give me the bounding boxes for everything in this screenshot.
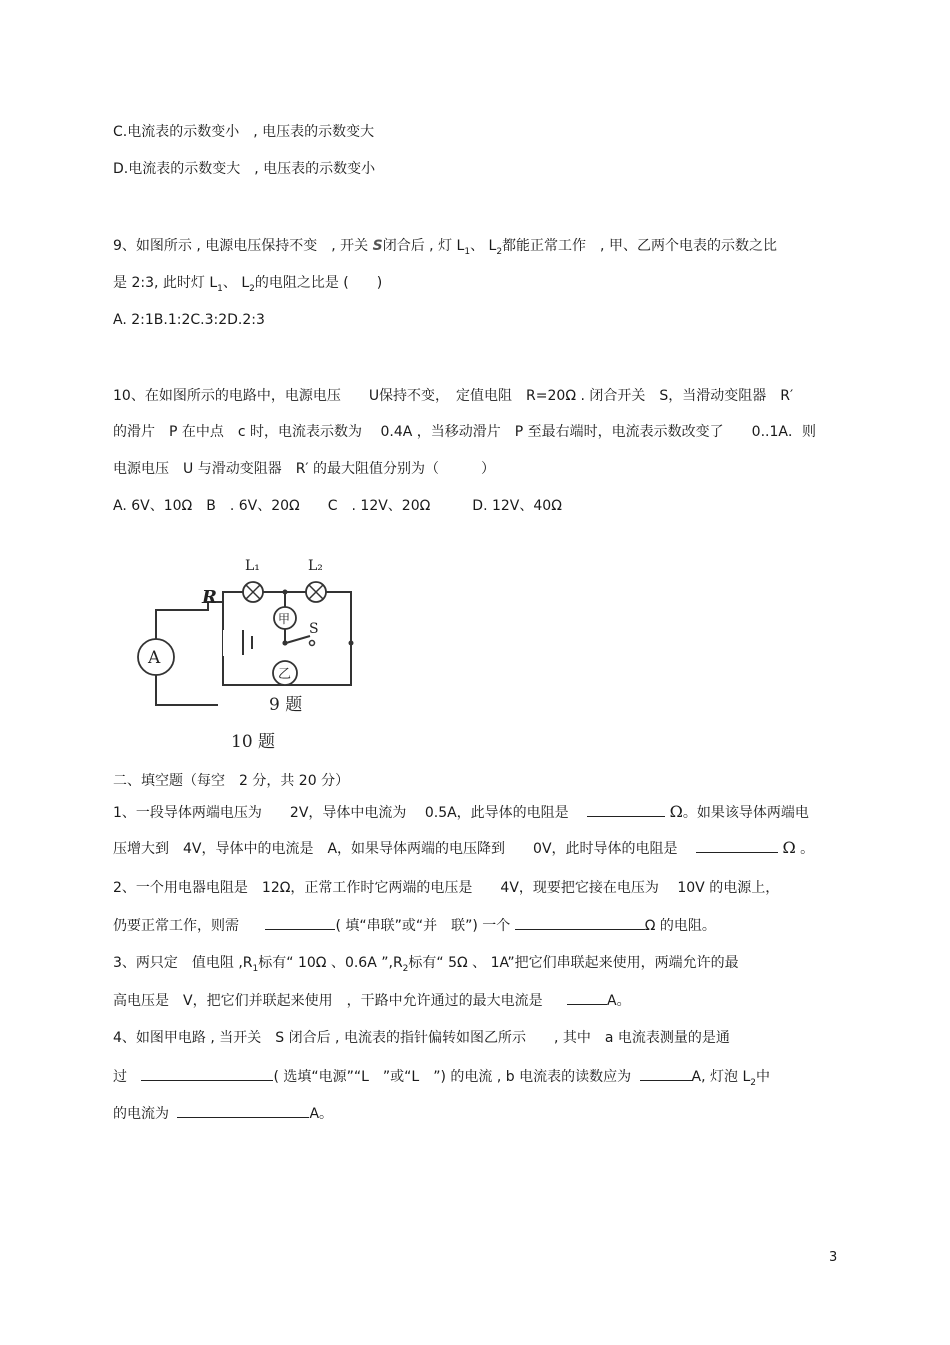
question-9-line2: 是 2:3, 此时灯 $L_1$、 $L_2$的电阻之比是 ( ) [113,275,383,294]
fill-4-line2: 过 ( 选填“电源”“L ”或“L ”) 的电流 , b 电流表的读数应为 A, 灯泡 $L_2$中 [113,1066,770,1093]
question-9-line1: 9、如图所示 , 电源电压保持不变 , 开关 S闭合后 , 灯 $L_1$、 $L_2$都能正常工作 , 甲、乙两个电表的示数之比 [113,238,777,257]
answer-blank[interactable] [567,990,607,1005]
label-L1: L₁ [245,558,260,574]
switch-symbol: S [372,238,383,254]
fill-2-line2: 仍要正常工作，则需 ( 填“串联”或“并 联”) 一个 Ω 的电阻。 [113,915,716,936]
answer-blank[interactable] [265,915,335,930]
caption-9: 9 题 [269,695,303,715]
option-d: D.电流表的示数变大 , 电压表的示数变小 [113,161,376,177]
page-number: 3 [829,1250,838,1265]
caption-10: 10 题 [231,732,276,752]
answer-blank[interactable] [587,802,665,817]
question-10-line3: 电源电压 U 与滑动变阻器 R′ 的最大阻值分别为（ ） [113,461,496,477]
junction-dot [349,641,354,646]
label-A: A [148,648,161,668]
question-10-options: A. 6V、10Ω B . 6V、20Ω C . 12V、20Ω D. 12V、40Ω [113,498,562,514]
fill-1-line2: 压增大到 4V，导体中的电流是 A，如果导体两端的电压降到 0V，此时导体的电阻是 Ω 。 [113,838,815,857]
fill-3-line2: 高电压是 V，把它们并联起来使用 ，干路中允许通过的最大电流是 A。 [113,990,631,1011]
option-c: C.电流表的示数变小 , 电压表的示数变大 [113,124,375,140]
answer-blank[interactable] [141,1066,273,1081]
question-10-line1: 10、在如图所示的电路中，电源电压 U保持不变， 定值电阻 R=20Ω . 闭合开关 S，当滑动变阻器 R′ [113,388,794,404]
answer-blank[interactable] [696,838,778,853]
label-S: S [309,621,319,637]
fill-4-line1: 4、如图甲电路 , 当开关 S 闭合后 , 电流表的指针偏转如图乙所示 , 其中 a 电流表测量的是通 [113,1030,730,1046]
answer-blank[interactable] [640,1066,692,1081]
label-jia: 甲 [278,612,291,626]
fill-2-line1: 2、一个用电器电阻是 12Ω，正常工作时它两端的电压是 4V，现要把它接在电压为 10V 的电源上， [113,880,780,896]
answer-blank[interactable] [515,915,645,930]
fill-3-line1: 3、两只定 值电阻 $,R_1$标有“ 10Ω 、0.6A $”,R_2$标有“ 5Ω 、 1A”把它们串联起来使用，两端允许的最 [113,955,739,974]
label-R: R [202,587,217,608]
switch-contact [310,641,315,646]
question-10-line2: 的滑片 P 在中点 c 时，电流表示数为 0.4A ，当移动滑片 P 至最右端时，电流表示数改变了 0..1A．则 [113,424,816,440]
question-9-options: A. 2:1B.1:2C.3:2D.2:3 [113,312,265,328]
label-L2: L₂ [308,558,323,574]
fill-4-line3: 的电流为 A。 [113,1103,333,1124]
fill-1-line1: 1、一段导体两端电压为 2V，导体中电流为 0.5A，此导体的电阻是 Ω。如果该导体两端电 [113,802,809,821]
answer-blank[interactable] [177,1103,309,1118]
circuit-figure [128,550,388,755]
section-2-title: 二、填空题（每空 2 分，共 20 分） [113,773,350,789]
label-yi: 乙 [278,667,292,682]
